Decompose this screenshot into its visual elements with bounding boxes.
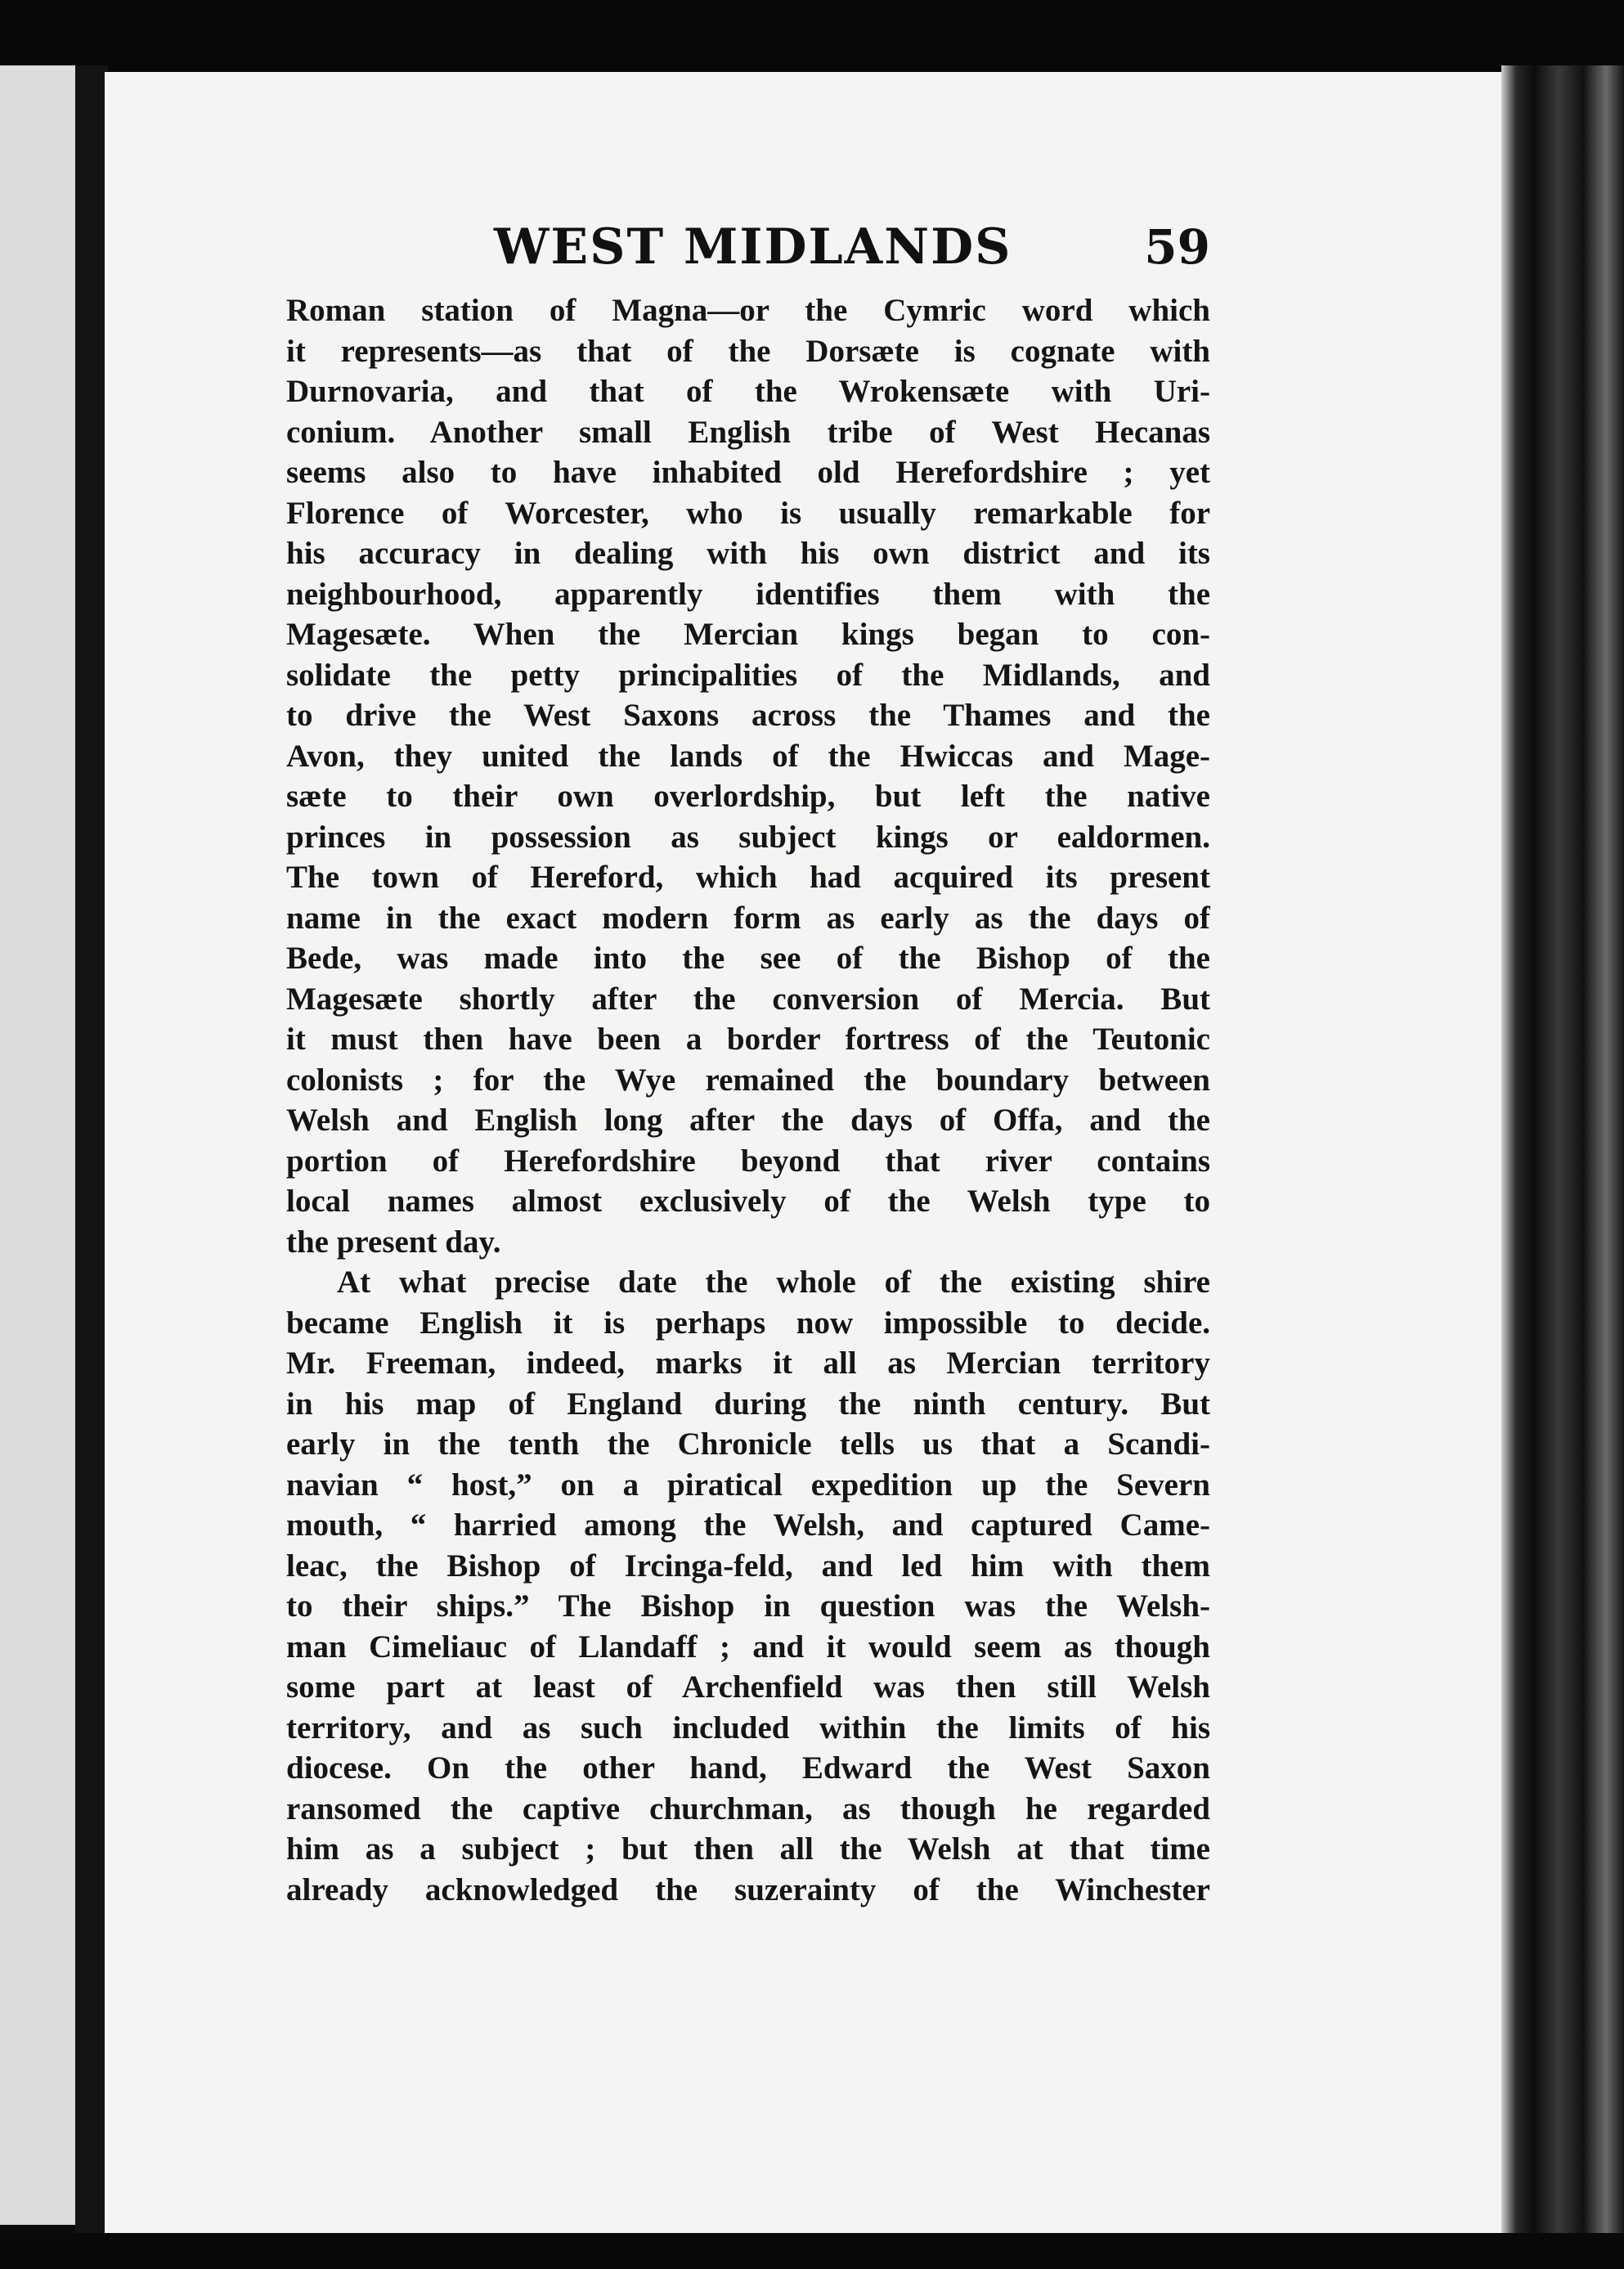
scan-top-border — [0, 0, 1624, 75]
body-text — [286, 290, 1210, 1910]
text-line: The town of Hereford, which had acquired its present — [286, 860, 1210, 895]
text-line: solidate the petty principalities of the Midlands, and — [286, 657, 1210, 693]
paragraph — [286, 1262, 1210, 1910]
scan-bottom-border — [0, 2233, 1624, 2269]
text-line: colonists ; for the Wye remained the boundary between — [286, 1062, 1210, 1098]
text-line: in his map of England during the ninth century. But — [286, 1386, 1210, 1422]
page-number: 59 — [1144, 219, 1210, 275]
text-line: Magesæte shortly after the conversion of Mercia. But — [286, 981, 1210, 1017]
text-line: Bede, was made into the see of the Bishop of the — [286, 941, 1210, 976]
text-line: territory, and as such included within the limits of his — [286, 1710, 1210, 1746]
text-line: became English it is perhaps now impossible to decide. — [286, 1305, 1210, 1341]
text-line: conium. Another small English tribe of West Hecanas — [286, 414, 1210, 450]
text-line: seems also to have inhabited old Herefordshire ; yet — [286, 455, 1210, 490]
paragraph — [286, 290, 1210, 1262]
text-line: already acknowledged the suzerainty of the Winchester — [286, 1871, 1210, 1907]
text-line: navian “ host,” on a piratical expedition up the Severn — [286, 1467, 1210, 1503]
text-line: Mr. Freeman, indeed, marks it all as Mercian territory — [286, 1346, 1210, 1381]
text-line: portion of Herefordshire beyond that river contains — [286, 1143, 1210, 1179]
text-line: Roman station of Magna—or the Cymric word which — [286, 293, 1210, 328]
text-line: name in the exact modern form as early as the days of — [286, 900, 1210, 936]
text-line: local names almost exclusively of the Welsh type to — [286, 1184, 1210, 1219]
text-line: early in the tenth the Chronicle tells us that a Scandi- — [286, 1427, 1210, 1462]
text-line: sæte to their own overlordship, but left the native — [286, 779, 1210, 814]
page-header — [180, 214, 1210, 288]
text-line: to drive the West Saxons across the Thames and the — [286, 698, 1210, 733]
text-line: mouth, “ harried among the Welsh, and captured Came- — [286, 1507, 1210, 1543]
facing-page-edge — [0, 65, 75, 2225]
text-line: Florence of Worcester, who is usually remarkable for — [286, 495, 1210, 531]
text-line: leac, the Bishop of Ircinga-feld, and led him with them — [286, 1548, 1210, 1584]
page-fore-edge — [1501, 65, 1624, 2269]
text-line: it represents—as that of the Dorsæte is cognate with — [286, 333, 1210, 369]
text-line: diocese. On the other hand, Edward the West Saxon — [286, 1750, 1210, 1786]
text-line: At what precise date the whole of the existing shire — [337, 1265, 1210, 1300]
text-line: Welsh and English long after the days of Offa, and the — [286, 1103, 1210, 1138]
text-line: Avon, they united the lands of the Hwiccas and Mage- — [286, 738, 1210, 774]
text-line: neighbourhood, apparently identifies them with the — [286, 576, 1210, 612]
text-line: princes in possession as subject kings or ealdormen. — [286, 819, 1210, 855]
text-line: Durnovaria, and that of the Wrokensæte with Uri- — [286, 374, 1210, 409]
text-line: him as a subject ; but then all the Welsh at that time — [286, 1831, 1210, 1867]
text-line: some part at least of Archenfield was then still Welsh — [286, 1669, 1210, 1705]
text-line: man Cimeliauc of Llandaff ; and it would seem as though — [286, 1629, 1210, 1665]
text-line: the present day. — [286, 1224, 501, 1260]
text-line: it must then have been a border fortress of the Teutonic — [286, 1022, 1210, 1057]
text-line: Magesæte. When the Mercian kings began to con- — [286, 617, 1210, 652]
book-gutter — [75, 65, 108, 2241]
text-line: ransomed the captive churchman, as though he regarded — [286, 1790, 1210, 1826]
running-head: WEST MIDLANDS — [494, 218, 1012, 276]
text-line: his accuracy in dealing with his own district and its — [286, 536, 1210, 571]
text-line: to their ships.” The Bishop in question was the Welsh- — [286, 1588, 1210, 1624]
